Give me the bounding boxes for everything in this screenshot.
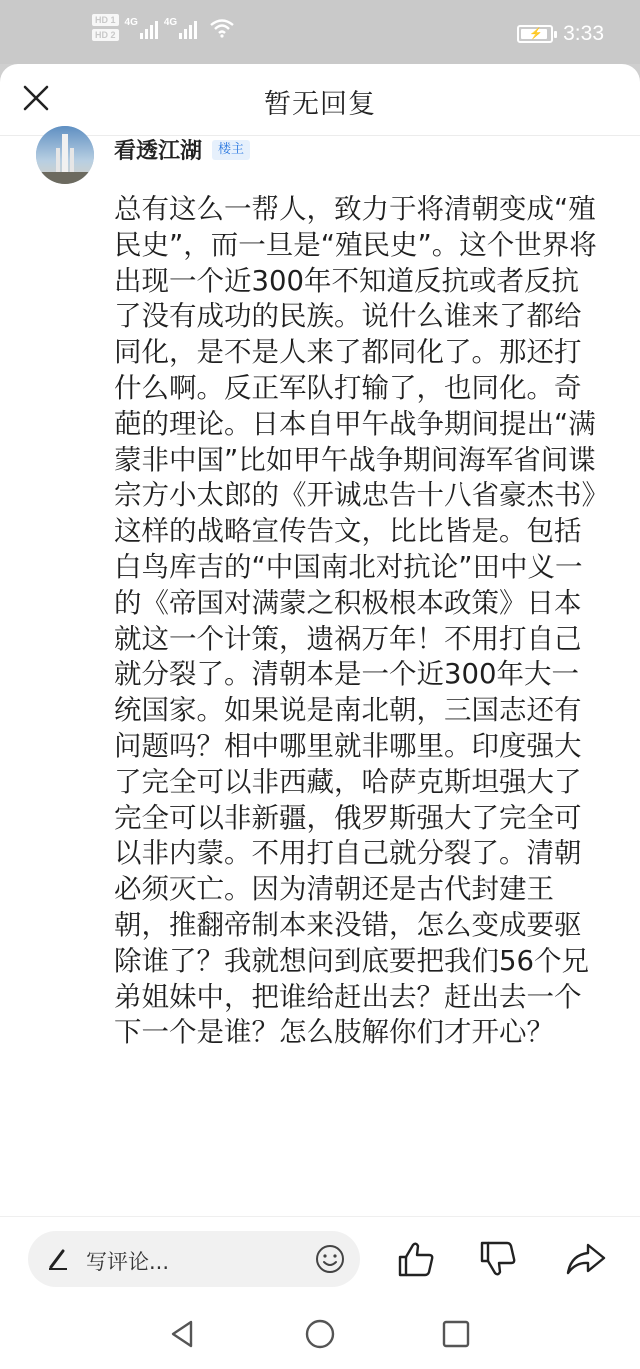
home-circle-icon[interactable] [302,1316,338,1352]
reply-sheet [0,64,640,1290]
action-bar [0,1216,640,1300]
battery-icon: ⚡ [517,25,553,43]
hd2-badge: HD 2 [92,29,119,41]
wifi-icon [209,18,235,38]
pen-icon [46,1247,70,1271]
write-comment-input[interactable] [28,1231,360,1287]
sim-badges [92,14,119,41]
comment-text: 总有这么一帮人，致力于将清朝变成“殖民史”，而一旦是“殖民史”。这个世界将出现一个近300年不知道反抗或者反抗了没有成功的民族。说什么谁来了都给同化，是不是人来了都同化了。那还打什么啊。反正军队打输了，也同化。奇葩的理论。日本自甲午战争期间提出“满蒙非中国”比如甲午战争期间海军省间谍宗方小太郎的《开诚忠告十八省豪杰书》这样的战略宣传告文，比比皆是。包括白鸟库吉的“中国南北对抗论”田中义一的《帝国对满蒙之积极根本政策》日本就这一个计策，遗祸万年！不用打自己就分裂了。清朝本是一个近300年大一统国家。如果说是南北朝，三国志还有问题吗？相中哪里就非哪里。印度强大了完全可以非西藏，哈萨克斯坦强大了完全可以非新疆，俄罗斯强大了完全可以非内蒙。不用打自己就分裂了。清朝必须灭亡。因为清朝还是古代封建王朝，推翻帝制本来没错，怎么变成要驱除谁了？我就想问到底要把我们56个兄弟姐妹中，把谁给赶出去？赶出去一个下一个是谁？怎么肢解你们才开心？ [114,193,597,1049]
net2-label: 4G [163,16,178,28]
avatar[interactable] [36,126,94,184]
sheet-header [0,64,640,136]
author-name[interactable]: 看透江湖 [114,139,203,164]
sheet-title: 暂无回复 [264,89,376,120]
avatar-image [36,126,94,184]
status-bar [0,0,640,64]
status-left [92,14,235,41]
author-row [114,134,250,165]
share-icon[interactable] [564,1237,608,1281]
recents-square-icon[interactable] [438,1316,474,1352]
status-right [517,22,604,46]
signal-1-icon [125,17,158,39]
thumbs-up-icon[interactable] [394,1237,438,1281]
clock: 3:33 [563,22,604,45]
thumbs-down-icon[interactable] [476,1237,520,1281]
system-nav-bar [0,1300,640,1369]
emoji-icon[interactable] [314,1243,346,1275]
comment-placeholder: 写评论... [86,1250,170,1274]
net1-label: 4G [124,16,138,28]
hd1-badge: HD 1 [92,14,119,26]
signal-2-icon [164,17,197,39]
back-triangle-icon[interactable] [165,1316,201,1352]
op-badge: 楼主 [212,140,250,160]
